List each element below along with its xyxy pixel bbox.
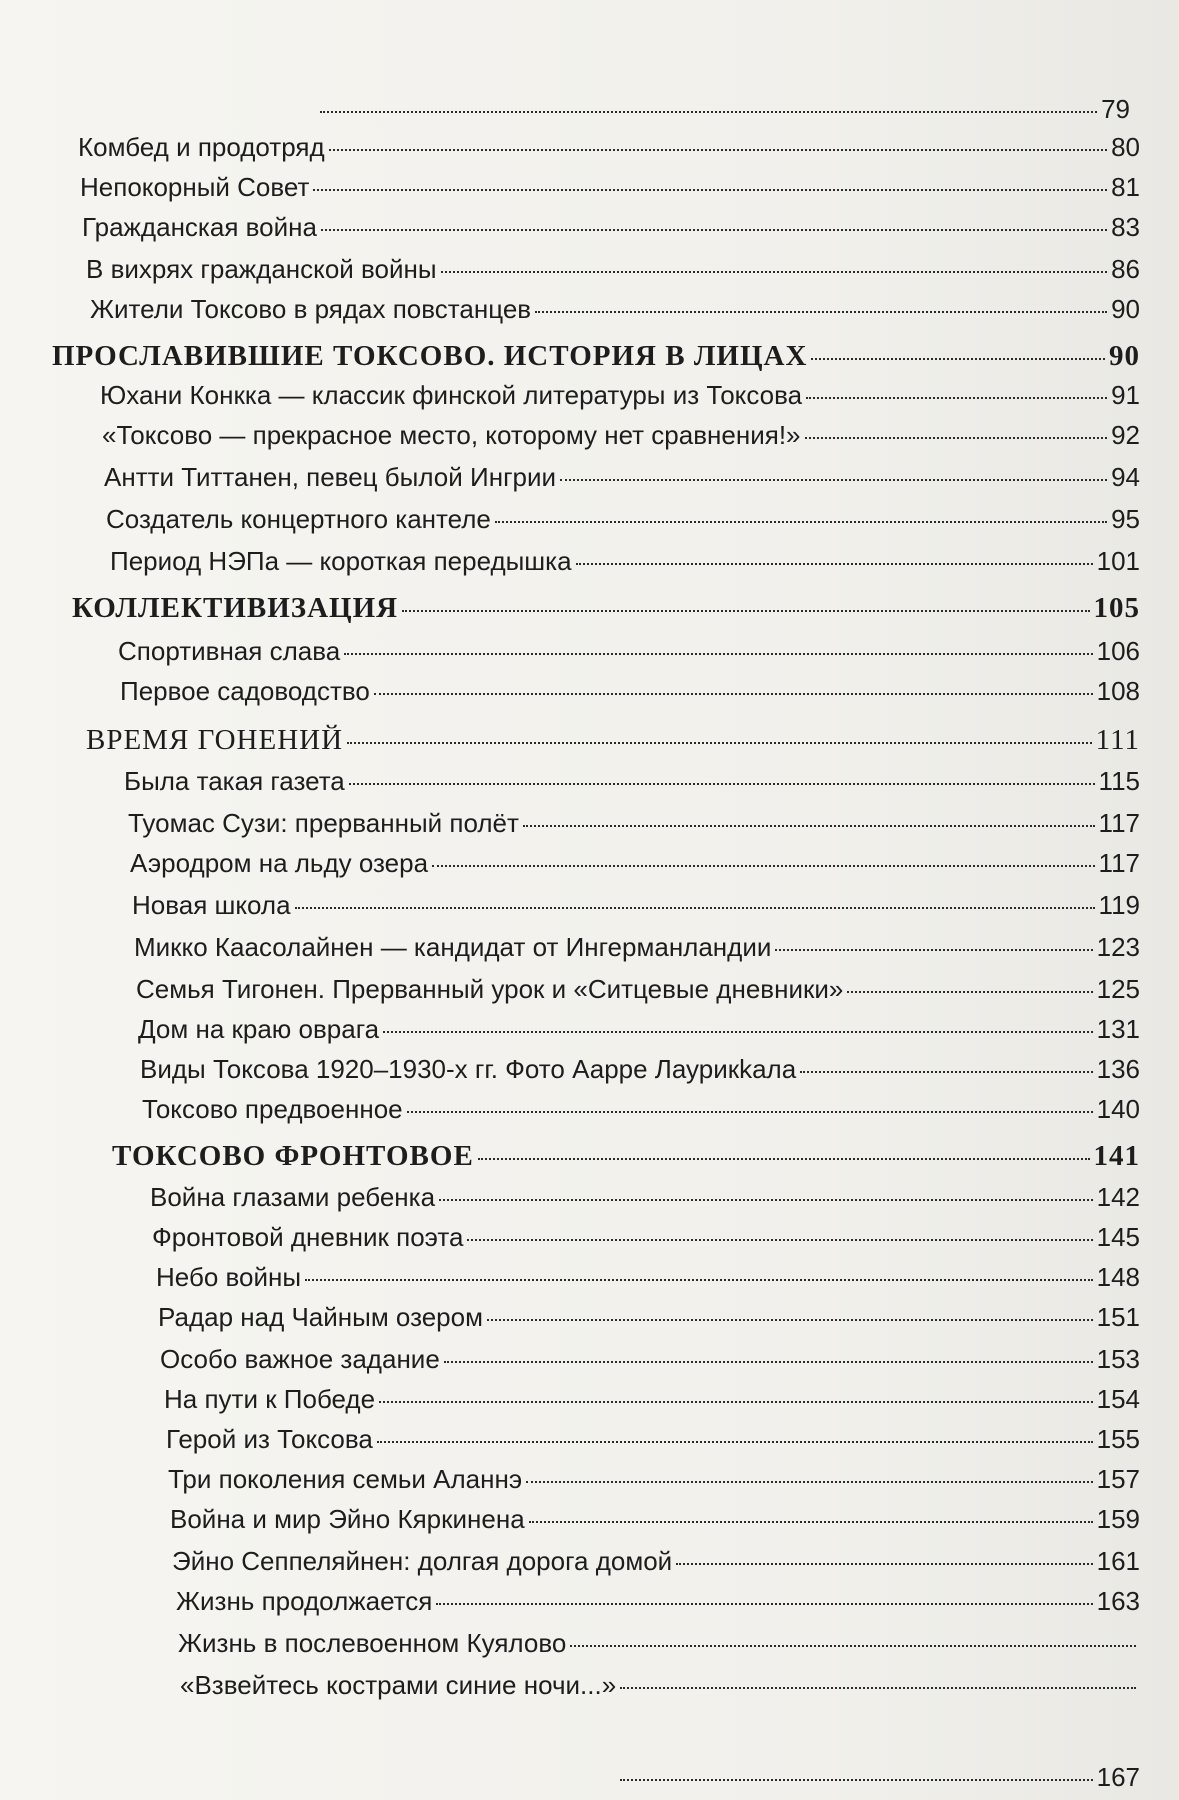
toc-page-number: 159 bbox=[1096, 1504, 1140, 1534]
toc-leader-dots bbox=[467, 1239, 1092, 1241]
toc-leader-dots bbox=[313, 189, 1107, 191]
toc-entry bbox=[152, 1222, 1140, 1253]
toc-page-number: 108 bbox=[1096, 676, 1140, 706]
toc-leader-dots bbox=[407, 1111, 1093, 1113]
toc-entry bbox=[136, 974, 1140, 1005]
toc-entry-title: Жизнь продолжается bbox=[176, 1586, 433, 1616]
toc-leader-dots bbox=[321, 229, 1107, 231]
toc-entry bbox=[82, 212, 1140, 243]
toc-entry-title: Радар над Чайным озером bbox=[158, 1302, 483, 1332]
toc-entry-title: Семья Тигонен. Прерванный урок и «Ситцевые дневники» bbox=[136, 974, 844, 1004]
toc-leader-dots bbox=[436, 1603, 1092, 1605]
toc-entry-title: Антти Титтанен, певец былой Ингрии bbox=[104, 462, 557, 492]
toc-page-number: 94 bbox=[1111, 462, 1140, 492]
toc-heading-title: КОЛЛЕКТИВИЗАЦИЯ bbox=[72, 592, 399, 624]
toc-entry-title: На пути к Победе bbox=[164, 1384, 376, 1414]
toc-leader-dots bbox=[847, 991, 1092, 993]
toc-entry-title: Дом на краю оврага bbox=[138, 1014, 380, 1044]
toc-entry-title: Жители Токсово в рядах повстанцев bbox=[90, 294, 532, 324]
toc-entry-title: Виды Токсова 1920–1930-х гг. Фото Аарре Лаурикkала bbox=[140, 1054, 797, 1084]
toc-entry bbox=[138, 1014, 1140, 1045]
toc-entry bbox=[106, 504, 1140, 535]
toc-entry bbox=[124, 766, 1140, 797]
toc-heading-title: ТОКСОВО ФРОНТОВОЕ bbox=[112, 1140, 474, 1172]
toc-page-number: 163 bbox=[1096, 1586, 1140, 1616]
toc-page-number: 153 bbox=[1096, 1344, 1140, 1374]
toc-entry-title: Была такая газета bbox=[124, 766, 345, 796]
toc-entry bbox=[166, 1424, 1140, 1455]
toc-leader-dots bbox=[478, 1158, 1090, 1160]
toc-entry bbox=[120, 676, 1140, 707]
toc-entry bbox=[150, 1182, 1140, 1213]
toc-page-number: 90 bbox=[1109, 340, 1140, 372]
toc-leader-dots bbox=[806, 397, 1107, 399]
toc-page-number: 83 bbox=[1111, 212, 1140, 242]
toc-entry-title: «Токсово — прекрасное место, которому нет сравнения!» bbox=[102, 420, 801, 450]
toc-entry bbox=[170, 1504, 1140, 1535]
toc-entry-title: Жизнь в послевоенном Куялово bbox=[178, 1628, 567, 1658]
toc-section-heading bbox=[112, 1140, 1140, 1173]
toc-entry bbox=[176, 1586, 1140, 1617]
toc-leader-dots bbox=[529, 1521, 1093, 1523]
toc-leader-dots bbox=[676, 1563, 1092, 1565]
toc-leader-dots bbox=[377, 1441, 1093, 1443]
toc-entry bbox=[128, 808, 1140, 839]
toc-page-number: 123 bbox=[1096, 932, 1140, 962]
toc-entry bbox=[180, 1670, 1140, 1701]
toc-section-heading bbox=[86, 724, 1140, 757]
toc-leader-dots bbox=[349, 783, 1095, 785]
toc-entry-title: Аэродром на льду озера bbox=[130, 848, 429, 878]
toc-page-number: 136 bbox=[1096, 1054, 1140, 1084]
toc-page-number: 106 bbox=[1096, 636, 1140, 666]
toc-entry-title: В вихрях гражданской войны bbox=[86, 254, 437, 284]
toc-page-number: 81 bbox=[1111, 172, 1140, 202]
toc-entry-title: Эйно Сеппеляйнен: долгая дорога домой bbox=[172, 1546, 673, 1576]
toc-page-number: 91 bbox=[1111, 380, 1140, 410]
toc-top-leader bbox=[320, 94, 1130, 125]
toc-entry bbox=[80, 172, 1140, 203]
toc-entry bbox=[130, 848, 1140, 879]
toc-leader-dots bbox=[432, 865, 1094, 867]
toc-leader-dots bbox=[320, 111, 1097, 113]
toc-entry bbox=[86, 254, 1140, 285]
toc-entry bbox=[102, 420, 1140, 451]
toc-page-number: 86 bbox=[1111, 254, 1140, 284]
toc-entry bbox=[140, 1054, 1140, 1085]
toc-page-number: 90 bbox=[1111, 294, 1140, 324]
toc-page-number: 140 bbox=[1096, 1094, 1140, 1124]
toc-page-number: 115 bbox=[1098, 766, 1140, 796]
toc-entry-title: Три поколения семьи Аланнэ bbox=[168, 1464, 523, 1494]
toc-entry bbox=[78, 132, 1140, 163]
toc-entry-title: «Взвейтесь кострами синие ночи...» bbox=[180, 1670, 617, 1700]
toc-page-number: 105 bbox=[1093, 592, 1140, 624]
toc-entry bbox=[158, 1302, 1140, 1333]
toc-entry-title: Юхани Конкка — классик финской литературы из Токсова bbox=[100, 380, 803, 410]
toc-leader-dots bbox=[523, 825, 1095, 827]
toc-page-number: 117 bbox=[1098, 848, 1140, 878]
toc-page-number: 142 bbox=[1096, 1182, 1140, 1212]
toc-entry bbox=[118, 636, 1140, 667]
toc-entry-title: Спортивная слава bbox=[118, 636, 341, 666]
toc-leader-dots bbox=[329, 149, 1107, 151]
toc-page-number: 167 bbox=[1096, 1762, 1140, 1792]
toc-leader-dots bbox=[570, 1645, 1136, 1647]
toc-entry bbox=[104, 462, 1140, 493]
toc-leader-dots bbox=[775, 949, 1092, 951]
toc-entry-title: Непокорный Совет bbox=[80, 172, 310, 202]
toc-page-number: 111 bbox=[1095, 724, 1140, 756]
toc-leader-dots bbox=[295, 907, 1095, 909]
toc-page-number: 119 bbox=[1098, 890, 1140, 920]
toc-page-number: 95 bbox=[1111, 504, 1140, 534]
toc-leader-dots bbox=[811, 358, 1105, 360]
toc-leader-dots bbox=[402, 610, 1089, 612]
toc-entry-title: Фронтовой дневник поэта bbox=[152, 1222, 464, 1252]
toc-section-heading bbox=[72, 592, 1140, 625]
toc-leader-dots bbox=[344, 653, 1092, 655]
toc-leader-dots bbox=[535, 311, 1107, 313]
toc-entry bbox=[168, 1464, 1140, 1495]
toc-entry-title: Комбед и продотряд bbox=[78, 132, 325, 162]
toc-entry bbox=[100, 380, 1140, 411]
toc-page-number: 151 bbox=[1096, 1302, 1140, 1332]
toc-leader-dots bbox=[620, 1687, 1136, 1689]
toc-entry-title: Период НЭПа — короткая передышка bbox=[110, 546, 572, 576]
toc-leader-dots bbox=[374, 693, 1093, 695]
toc-entry-title: Токсово предвоенное bbox=[142, 1094, 403, 1124]
toc-entry bbox=[134, 932, 1140, 963]
toc-entry-title: Создатель концертного кантеле bbox=[106, 504, 491, 534]
toc-leader-dots bbox=[805, 437, 1108, 439]
toc-entry-title: Первое садоводство bbox=[120, 676, 370, 706]
toc-page-number: 157 bbox=[1096, 1464, 1140, 1494]
toc-leader-dots bbox=[439, 1199, 1093, 1201]
toc-leader-dots bbox=[560, 479, 1107, 481]
toc-page-number: 161 bbox=[1096, 1546, 1140, 1576]
toc-entry-title: Герой из Токсова bbox=[166, 1424, 373, 1454]
toc-entry bbox=[142, 1094, 1140, 1125]
toc-leader-dots bbox=[441, 271, 1107, 273]
toc-leader-dots bbox=[800, 1071, 1092, 1073]
toc-entry bbox=[172, 1546, 1140, 1577]
toc-entry-title: Война глазами ребенка bbox=[150, 1182, 436, 1212]
toc-page-number: 117 bbox=[1098, 808, 1140, 838]
toc-entry bbox=[164, 1384, 1140, 1415]
toc-page-number: 131 bbox=[1096, 1014, 1140, 1044]
toc-entry-title: Новая школа bbox=[132, 890, 291, 920]
toc-entry bbox=[156, 1262, 1140, 1293]
toc-page-number: 148 bbox=[1096, 1262, 1140, 1292]
toc-entry bbox=[178, 1628, 1140, 1659]
toc-leader-dots bbox=[620, 1779, 1093, 1781]
toc-leader-dots bbox=[383, 1031, 1093, 1033]
toc-entry bbox=[160, 1344, 1140, 1375]
toc-page-number: 125 bbox=[1096, 974, 1140, 1004]
toc-entry bbox=[110, 546, 1140, 577]
toc-page-number: 145 bbox=[1096, 1222, 1140, 1252]
toc-leader-dots bbox=[347, 742, 1092, 744]
toc-leader-dots bbox=[444, 1361, 1093, 1363]
toc-entry-title: Микко Каасолайнен — кандидат от Ингерманландии bbox=[134, 932, 772, 962]
toc-leader-dots bbox=[379, 1401, 1093, 1403]
toc-page-number: 154 bbox=[1096, 1384, 1140, 1414]
toc-entry-title: Небо войны bbox=[156, 1262, 302, 1292]
toc-leader-dots bbox=[495, 521, 1107, 523]
toc-entry-title: Особо важное задание bbox=[160, 1344, 440, 1374]
toc-entry bbox=[90, 294, 1140, 325]
toc-page-number: 92 bbox=[1111, 420, 1140, 450]
toc-heading-title: ПРОСЛАВИВШИЕ ТОКСОВО. ИСТОРИЯ В ЛИЦАХ bbox=[52, 340, 808, 372]
toc-section-heading bbox=[52, 340, 1140, 373]
toc-entry-title: Война и мир Эйно Кяркинена bbox=[170, 1504, 525, 1534]
toc-entry-title: Туомас Сузи: прерванный полёт bbox=[128, 808, 519, 838]
toc-page-number: 80 bbox=[1111, 132, 1140, 162]
toc-page-number: 79 bbox=[1101, 94, 1130, 124]
toc-entry-title: Гражданская война bbox=[82, 212, 317, 242]
toc-leader-dots bbox=[576, 563, 1093, 565]
toc-leader-dots bbox=[487, 1319, 1093, 1321]
toc-entry bbox=[132, 890, 1140, 921]
toc-bottom-leader bbox=[620, 1762, 1140, 1793]
toc-leader-dots bbox=[526, 1481, 1092, 1483]
toc-page-number: 101 bbox=[1096, 546, 1140, 576]
toc-leader-dots bbox=[305, 1279, 1093, 1281]
toc-page-number: 141 bbox=[1093, 1140, 1140, 1172]
toc-page-number: 155 bbox=[1096, 1424, 1140, 1454]
toc-heading-title: ВРЕМЯ ГОНЕНИЙ bbox=[86, 724, 344, 756]
